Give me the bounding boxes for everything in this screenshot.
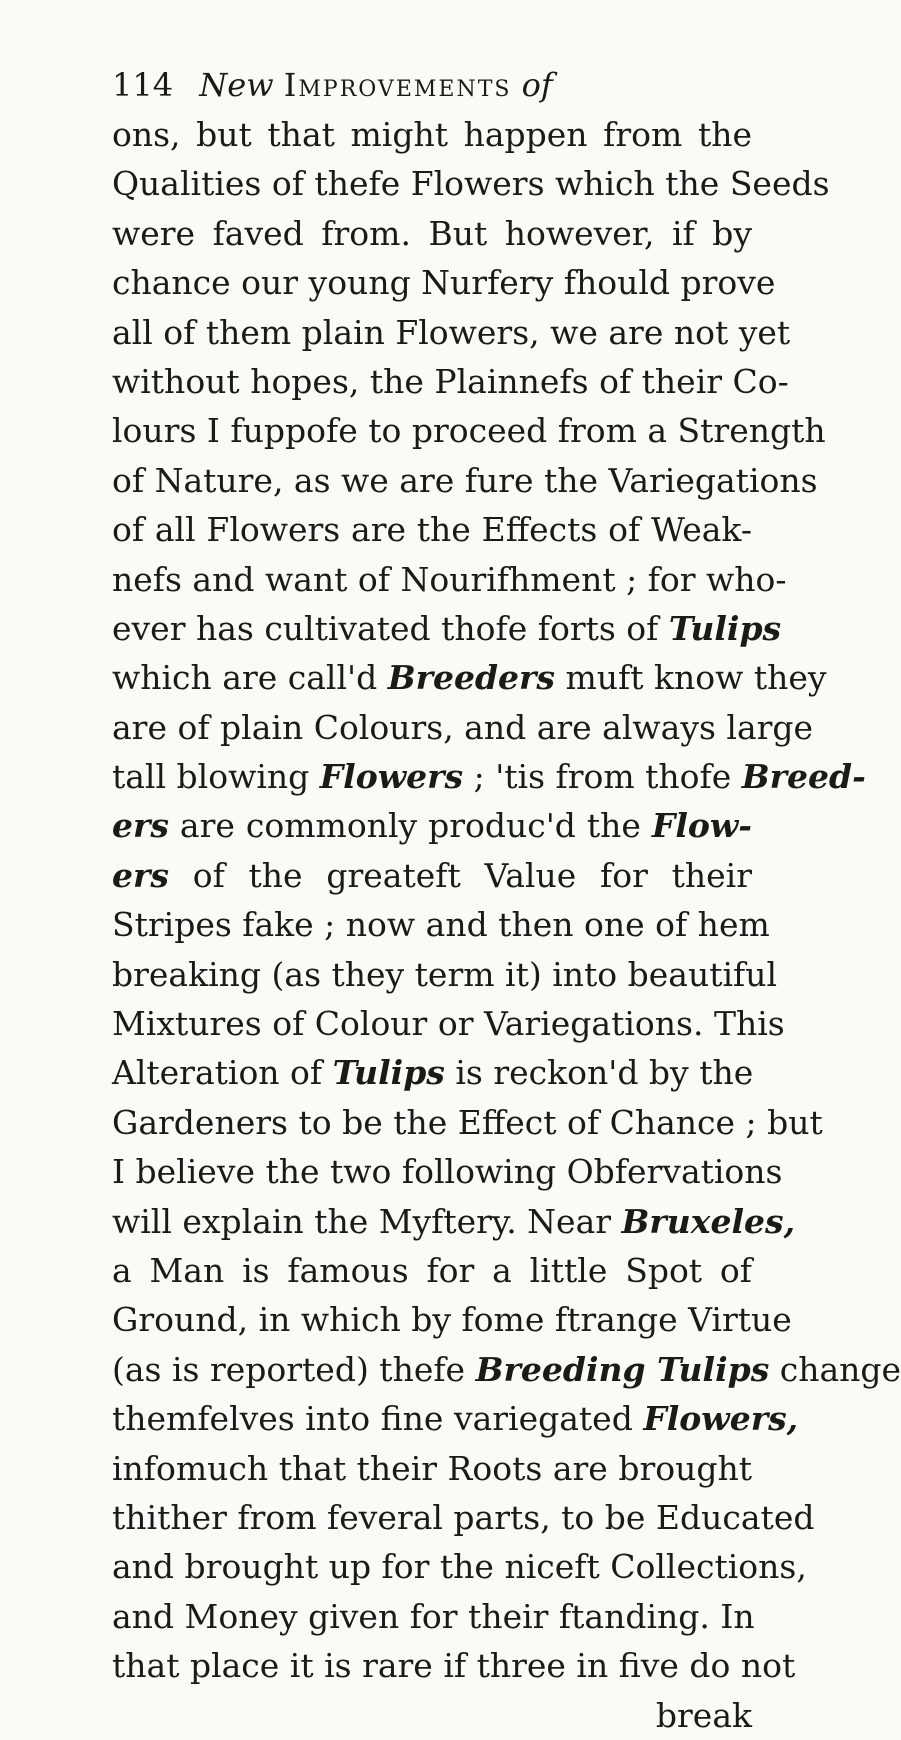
italic-run: ers <box>112 806 169 846</box>
text-line: Gardeners to be the Effect of Chance ; but <box>112 1102 823 1142</box>
text-line: lours I fuppofe to proceed from a Strength <box>112 411 826 451</box>
text-line: nefs and want of Nourifhment ; for who- <box>112 559 787 599</box>
text-line: Stripes fake ; now and then one of hem <box>112 905 770 945</box>
italic-run: Flowers <box>319 757 464 797</box>
italic-run: Breeding Tulips <box>475 1349 770 1389</box>
text-line: of Nature, as we are fure the Variegations <box>112 460 818 500</box>
italic-run: Flowers, <box>643 1399 799 1439</box>
italic-run: ers <box>112 855 169 895</box>
text-run: of the greateft Value for their <box>168 855 752 895</box>
header-title-improvements: Improvements <box>283 66 512 104</box>
text-run: Alteration of <box>112 1053 333 1093</box>
header-title-new: New <box>199 66 274 104</box>
text-line: of all Flowers are the Effects of Weak- <box>112 510 752 550</box>
text-line <box>112 653 827 702</box>
text-line: without hopes, the Plainnefs of their Co- <box>112 361 789 401</box>
text-line: are of plain Colours, and are always large <box>112 707 814 747</box>
text-line <box>112 752 866 801</box>
text-line: Ground, in which by fome ftrange Virtue <box>112 1300 792 1340</box>
text-line: all of them plain Flowers, we are not yet <box>112 312 791 352</box>
text-run: ever has cultivated thofe forts of <box>112 608 669 648</box>
body-text <box>112 110 901 1740</box>
text-run: themfelves into fine variegated <box>112 1399 644 1439</box>
text-run: are commonly produc'd the <box>168 806 652 846</box>
text-line <box>112 1048 752 1097</box>
text-line: chance our young Nurfery fhould prove <box>112 263 776 303</box>
text-line: and Money given for their ftanding. In <box>112 1596 755 1636</box>
italic-run: Breeders <box>387 658 556 698</box>
text-line: were faved from. But however, if by <box>112 213 752 253</box>
italic-run: Flow- <box>651 806 752 846</box>
text-run: change <box>769 1349 901 1389</box>
italic-run: Tulips <box>668 608 782 648</box>
text-line: breaking (as they term it) into beautiful <box>112 954 778 994</box>
page-number: 114 <box>112 66 174 104</box>
text-line <box>112 1394 799 1443</box>
text-line <box>112 604 782 653</box>
italic-run: Tulips <box>332 1053 445 1093</box>
text-line: Qualities of thefe Flowers which the Seeds <box>112 164 830 204</box>
text-run: which are call'd <box>112 658 388 698</box>
text-run: tall blowing <box>112 757 320 797</box>
text-line: thither from feveral parts, to be Educated <box>112 1497 815 1537</box>
italic-run: Bruxeles, <box>621 1201 796 1241</box>
text-line: a Man is famous for a little Spot of <box>112 1250 752 1290</box>
text-run: (as is reported) thefe <box>112 1349 476 1389</box>
text-run: ; 'tis from thofe <box>463 757 742 797</box>
text-line: Mixtures of Colour or Variegations. This <box>112 1004 785 1044</box>
catchword: break <box>655 1695 752 1735</box>
text-line <box>112 1345 901 1394</box>
text-line <box>112 801 752 850</box>
text-run: will explain the Myftery. Near <box>112 1201 622 1241</box>
text-run: is reckon'd by the <box>444 1053 754 1093</box>
text-line: ons, but that might happen from the <box>112 115 752 154</box>
text-line: infomuch that their Roots are brought <box>112 1448 752 1488</box>
header-title-of: of <box>521 66 553 104</box>
text-line: I believe the two following Obfervations <box>112 1152 783 1192</box>
text-line <box>112 1197 796 1246</box>
text-line: that place it is rare if three in five do not <box>112 1646 796 1686</box>
running-header <box>112 64 732 106</box>
text-line: and brought up for the niceft Collections, <box>112 1547 807 1587</box>
text-run: muft know they <box>555 658 827 698</box>
text-line <box>112 851 752 900</box>
italic-run: Breed- <box>741 757 866 797</box>
